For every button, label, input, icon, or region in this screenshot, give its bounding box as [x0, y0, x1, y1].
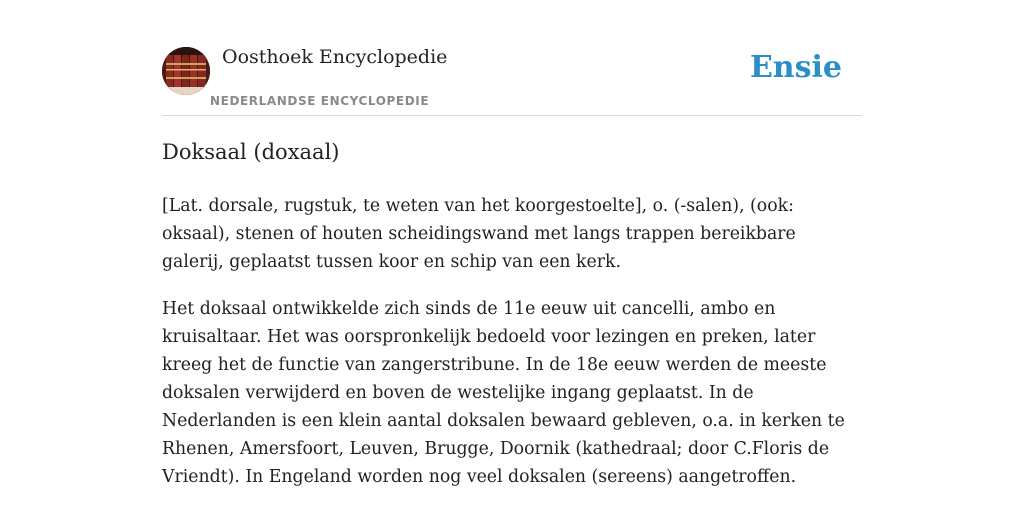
article-paragraph: Het doksaal ontwikkelde zich sinds de 11e eeuw uit cancelli, ambo en kruisaltaar. Het was oorspronkelijk bedoeld voor lezingen en preken, later kreeg het de functie van zangerstribune. In de 18e eeuw werden de meeste doksalen verwijderd en boven de westelijke ingang geplaatst. In de Nederlanden is een klein aantal doksalen bewaard gebleven, o.a. in kerken te Rhenen, Amersfoort, Leuven, Brugge, Doornik (kathedraal; door C.Floris de Vriendt). In Engeland worden nog veel doksalen (sereens) aangetroffen. — [162, 299, 845, 487]
site-subtitle: NEDERLANDSE ENCYCLOPEDIE — [210, 94, 430, 108]
article-paragraph: [Lat. dorsale, rugstuk, te weten van het koorgestoelte], o. (-salen), (ook: oksaal), stenen of houten scheidingswand met langs trappen bereikbare galerij, geplaatst tussen koor en schip van een kerk. — [162, 196, 796, 272]
brand-logo[interactable]: Ensie — [749, 50, 842, 85]
article-title: Doksaal (doxaal) — [162, 140, 340, 164]
site-title[interactable]: Oosthoek Encyclopedie — [222, 46, 448, 68]
site-header — [162, 0, 862, 116]
page — [162, 0, 862, 512]
encyclopedia-books-icon[interactable] — [162, 47, 210, 95]
